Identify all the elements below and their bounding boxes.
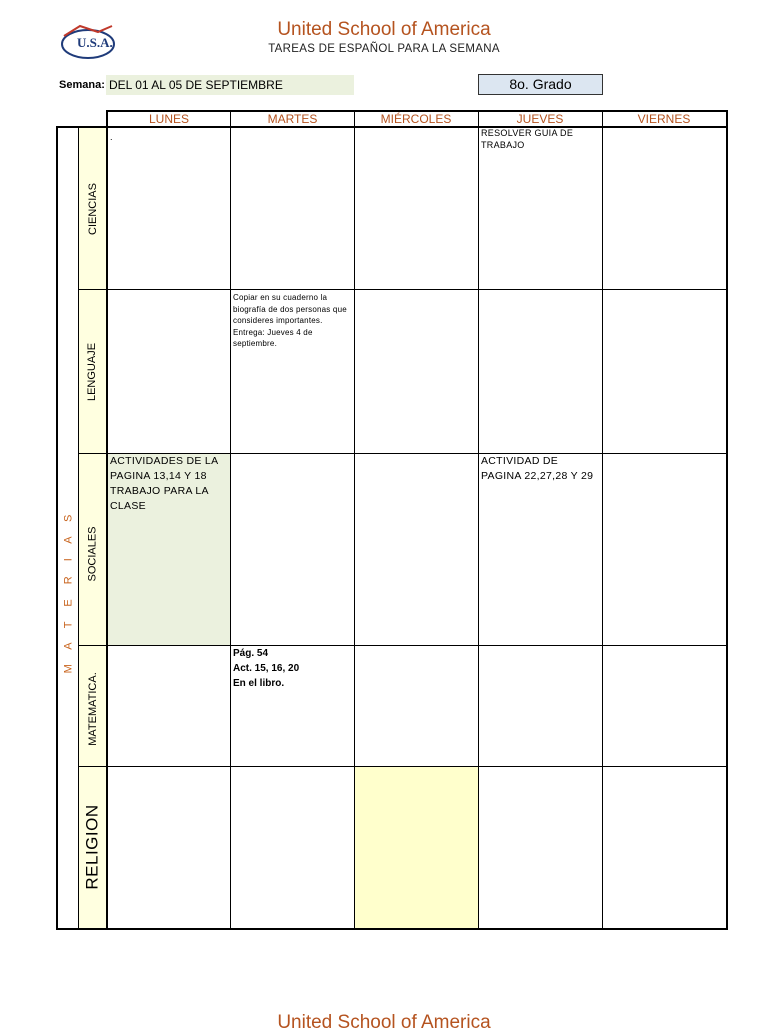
materias-label-cell	[58, 128, 78, 928]
day-header-viernes: VIERNES	[637, 112, 691, 126]
school-name: United School of America	[277, 19, 491, 40]
subject-sociales-cell	[79, 454, 106, 645]
cell-sociales-lunes: ACTIVIDADES DE LA PAGINA 13,14 Y 18 TRABAJO PARA LA CLASE	[110, 455, 218, 512]
col-divider	[726, 110, 728, 930]
subject-ciencias-cell	[79, 128, 106, 289]
day-header-miercoles: MIÉRCOLES	[380, 112, 452, 126]
cell-ciencias-jueves: RESOLVER GUIA DE TRABAJO	[481, 128, 574, 150]
subject-ciencias: CIENCIAS	[86, 182, 99, 235]
next-page-school-name: United School of America	[277, 1012, 491, 1033]
subject-lenguaje-cell	[79, 290, 106, 453]
col-divider	[478, 110, 479, 930]
grade-box: 8o. Grado	[478, 74, 603, 95]
subject-matematica: MATEMATICA.	[86, 672, 99, 746]
row-divider	[79, 766, 727, 767]
row-divider	[79, 289, 727, 290]
cell-matematica-martes-line3: En el libro.	[233, 678, 285, 689]
col-divider	[602, 110, 603, 930]
cell-matematica-martes-line1: Pág. 54	[233, 648, 269, 659]
day-header-jueves: JUEVES	[516, 112, 564, 126]
cell-lenguaje-martes: Copiar en su cuaderno la biografía de dos personas que consideres importantes. Entrega: Jueves 4 de septiembre.	[233, 293, 347, 348]
day-header-lunes: LUNES	[148, 112, 189, 126]
day-header-martes: MARTES	[267, 112, 318, 126]
col-divider	[230, 110, 231, 930]
col-divider	[106, 110, 108, 930]
cell-matematica-martes-line2: Act. 15, 16, 20	[233, 663, 300, 674]
table-bottom-border	[56, 928, 727, 930]
subject-matematica-cell	[79, 646, 106, 766]
subject-lenguaje: LENGUAJE	[86, 342, 99, 401]
cell-sociales-jueves: ACTIVIDAD DE PAGINA 22,27,28 Y 29	[481, 455, 594, 482]
subject-religion-cell	[79, 767, 106, 928]
logo-text: U.S.A.	[77, 35, 113, 50]
page-subtitle: TAREAS DE ESPAÑOL PARA LA SEMANA	[268, 43, 500, 55]
cell-ciencias-lunes: .	[110, 132, 113, 142]
materias-label: M A T E R I A S	[62, 508, 74, 673]
subject-religion: RELIGION	[82, 803, 102, 890]
cell-religion-miercoles-bg	[355, 767, 478, 928]
row-divider	[79, 645, 727, 646]
week-value: DEL 01 AL 05 DE SEPTIEMBRE	[106, 75, 354, 95]
col-divider	[354, 110, 355, 930]
subject-sociales: SOCIALES	[86, 526, 99, 582]
table-top-border	[107, 110, 727, 112]
header-bottom-border	[56, 126, 727, 128]
week-label: Semana:	[59, 79, 105, 91]
